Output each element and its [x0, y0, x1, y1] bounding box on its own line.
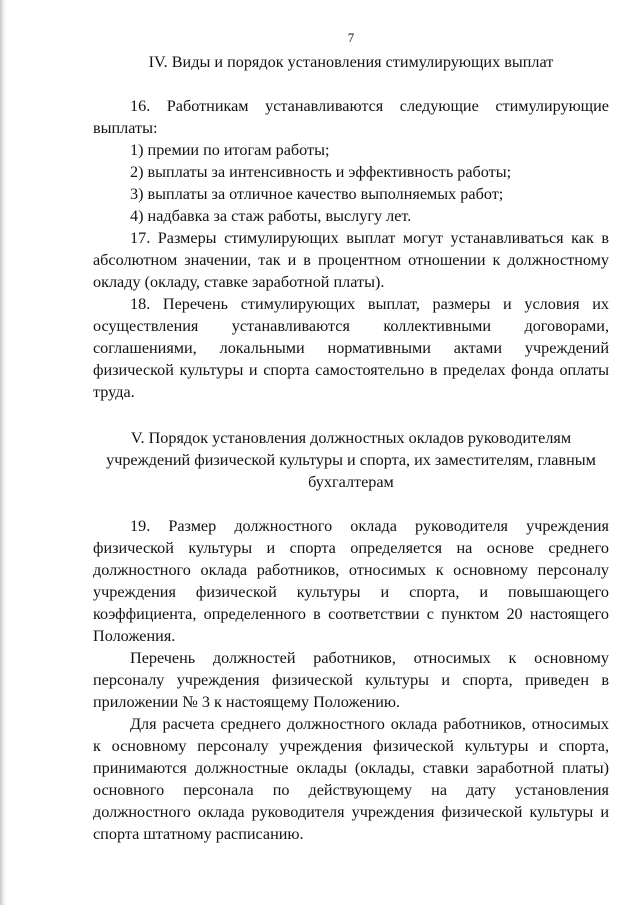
section-4-title: IV. Виды и порядок установления стимулирующих выплат	[148, 53, 554, 71]
paragraph-16-intro: 16. Работникам устанавливаются следующие стимулирующие выплаты:	[93, 97, 609, 137]
section-5-title-line: бухгалтерам	[308, 473, 394, 491]
paragraph-positions-list: Перечень должностей работников, относимых к основному персоналу учреждения физической культуры и спорта, приведен в приложении № 3 к настоящему Положению.	[93, 649, 609, 711]
list-item: 3) выплаты за отличное качество выполняемых работ;	[130, 185, 504, 203]
list-item: 4) надбавка за стаж работы, выслугу лет.	[130, 207, 412, 225]
page-number: 7	[347, 30, 355, 45]
paragraph-19: 19. Размер должностного оклада руководителя учреждения физической культуры и спорта определяется на основе среднего должностного оклада работников, относимых к основному персоналу учреждения физической культуры и спорта, и повышающего коэффициента, определенного в соответствии с пунктом 20 настоящего Положения.	[93, 517, 609, 645]
scan-edge-shadow	[0, 0, 6, 905]
paragraph-17: 17. Размеры стимулирующих выплат могут устанавливаться как в абсолютном значении, так и в процентном отношении к должностному окладу (окладу, ставке заработной платы).	[93, 229, 609, 291]
section-5-title-line: учреждений физической культуры и спорта, их заместителям, главным	[106, 451, 596, 469]
paragraph-18: 18. Перечень стимулирующих выплат, размеры и условия их осуществления устанавливаются коллективными договорами, соглашениями, локальными нормативными актами учреждений физической культуры и спорта самостоятельно в пределах фонда оплаты труда.	[93, 295, 609, 401]
paragraph-average-salary-calc: Для расчета среднего должностного оклада работников, относимых к основному персоналу учреждения физической культуры и спорта, принимаются должностные оклады (оклады, ставки заработной платы) основного персонала по действующему на дату установления должностного оклада руководителя учреждения физической культуры и спорта штатному расписанию.	[93, 715, 609, 843]
section-5-title-line: V. Порядок установления должностных окладов руководителям	[130, 429, 572, 447]
list-item: 2) выплаты за интенсивность и эффективность работы;	[130, 163, 512, 181]
list-item: 1) премии по итогам работы;	[130, 141, 330, 159]
